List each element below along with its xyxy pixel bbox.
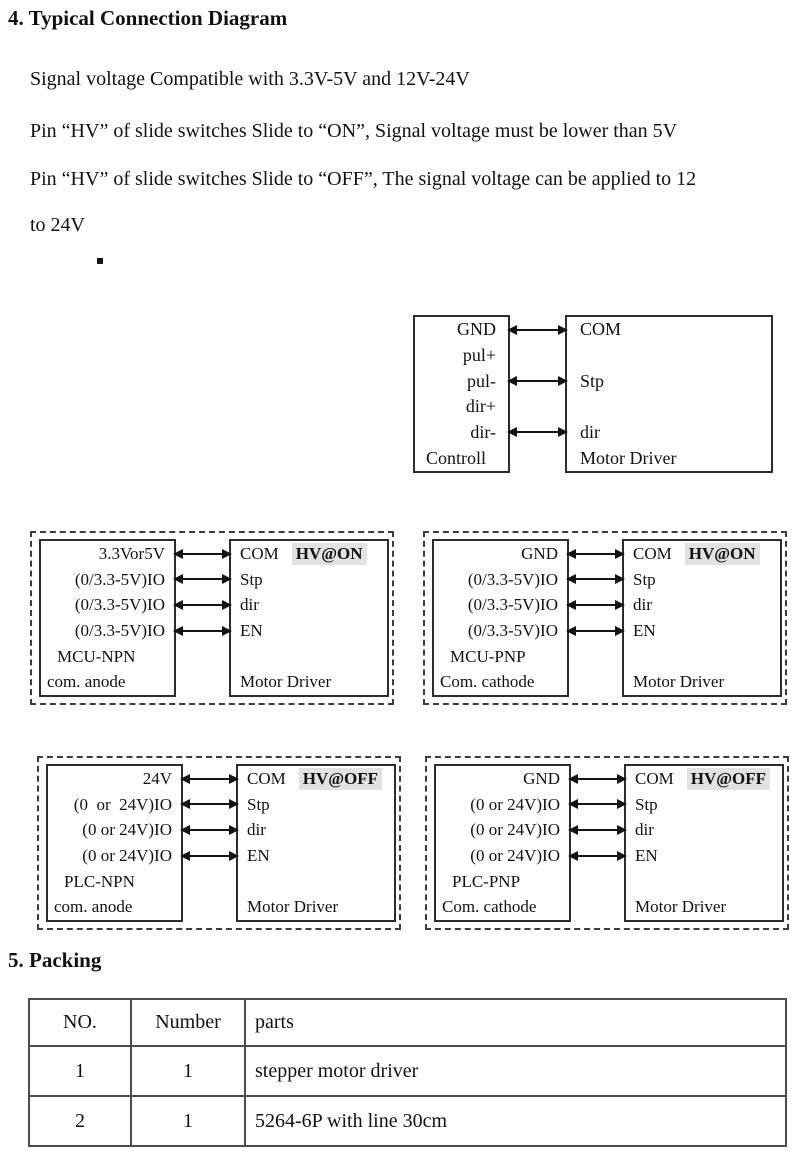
double-arrow-icon — [180, 824, 239, 836]
device-label: MCU-PNP — [450, 646, 526, 666]
hv-badge: HV@ON — [292, 543, 367, 565]
double-arrow-icon — [507, 426, 568, 438]
double-arrow-icon — [173, 599, 232, 611]
com-pin-label: COM — [635, 768, 674, 788]
pin-label: Stp — [635, 794, 658, 814]
table-cell: 2 — [29, 1096, 131, 1146]
pin-label: GND — [457, 319, 496, 340]
pin-label: dir — [635, 820, 654, 840]
motor-driver-label: Motor Driver — [635, 897, 727, 917]
pin-label: (0/3.3-5V)IO — [467, 569, 558, 589]
paragraph-line: Pin “HV” of slide switches Slide to “ON”, Signal voltage must be lower than 5V — [30, 120, 678, 142]
table-header-row — [29, 999, 786, 1046]
common-label: com. anode — [47, 672, 126, 692]
table-row — [29, 1046, 786, 1096]
pin-label: (0 or 24V)IO — [470, 820, 560, 840]
plc-box — [434, 764, 571, 922]
controller-driver-diagram — [413, 315, 773, 473]
pin-label: GND — [523, 768, 560, 788]
double-arrow-icon — [173, 573, 232, 585]
pin-label: (0/3.3-5V)IO — [467, 620, 558, 640]
pin-label: Stp — [580, 370, 605, 391]
double-arrow-icon — [507, 375, 568, 387]
pin-label: (0 or 24V)IO — [470, 845, 560, 865]
pin-label: dir — [580, 422, 600, 443]
paragraph-line: Pin “HV” of slide switches Slide to “OFF”, The signal voltage can be applied to 12 — [30, 168, 697, 190]
pin-label: dir — [633, 595, 652, 615]
pin-label: dir- — [470, 422, 496, 443]
double-arrow-icon — [173, 548, 232, 560]
pin-label: (0/3.3-5V)IO — [467, 595, 558, 615]
plc-box — [46, 764, 183, 922]
double-arrow-icon — [566, 573, 625, 585]
motor-driver-label: Motor Driver — [633, 672, 725, 692]
pin-label: dir — [240, 595, 259, 615]
com-pin-label: COM — [633, 543, 672, 563]
pin-label: Stp — [247, 794, 270, 814]
pin-label: GND — [521, 543, 558, 563]
com-pin-label: COM — [247, 768, 286, 788]
section-5-heading: 5. Packing — [8, 948, 102, 972]
table-cell: stepper motor driver — [245, 1046, 786, 1096]
pin-label: dir — [247, 820, 266, 840]
table-header-cell: NO. — [29, 999, 131, 1046]
pin-label: EN — [240, 620, 263, 640]
table-cell: 5264-6P with line 30cm — [245, 1096, 786, 1146]
double-arrow-icon — [566, 599, 625, 611]
pin-label: 3.3Vor5V — [98, 543, 165, 563]
pin-label — [231, 541, 387, 567]
mcu-pnp-diagram — [423, 531, 787, 705]
stray-dot — [97, 258, 103, 264]
pin-label: 24V — [142, 768, 172, 788]
double-arrow-icon — [173, 625, 232, 637]
pin-label: COM — [580, 319, 622, 340]
mcu-npn-diagram — [30, 531, 394, 705]
spacer-row — [624, 644, 780, 670]
device-label: PLC-PNP — [452, 871, 521, 891]
common-label: Com. cathode — [440, 672, 535, 692]
table-cell: 1 — [131, 1096, 245, 1146]
pin-label — [238, 766, 394, 792]
table-header-cell: Number — [131, 999, 245, 1046]
pin-label: (0 or 24V)IO — [73, 794, 172, 814]
mcu-box — [432, 539, 569, 697]
controller-box — [413, 315, 510, 473]
pin-label: pul- — [467, 370, 496, 391]
pin-label: pul+ — [462, 345, 496, 365]
spacer-row — [238, 869, 394, 895]
motor-driver-box — [229, 539, 389, 697]
spacer-row — [567, 394, 771, 420]
device-label: PLC-NPN — [64, 871, 135, 891]
double-arrow-icon — [180, 798, 239, 810]
plc-npn-diagram — [37, 756, 401, 930]
double-arrow-icon — [568, 798, 627, 810]
table-cell: 1 — [131, 1046, 245, 1096]
double-arrow-icon — [180, 850, 239, 862]
double-arrow-icon — [568, 824, 627, 836]
section-4-heading: 4. Typical Connection Diagram — [8, 6, 288, 30]
controller-label: Controll — [426, 447, 487, 468]
packing-table — [28, 998, 787, 1147]
pin-label — [626, 766, 782, 792]
pin-label: Stp — [633, 569, 656, 589]
spacer-row — [567, 343, 771, 369]
double-arrow-icon — [566, 548, 625, 560]
pin-label: (0 or 24V)IO — [82, 820, 172, 840]
table-cell: 1 — [29, 1046, 131, 1096]
spacer-row — [231, 644, 387, 670]
double-arrow-icon — [568, 850, 627, 862]
double-arrow-icon — [180, 773, 239, 785]
pin-label: EN — [633, 620, 656, 640]
double-arrow-icon — [566, 625, 625, 637]
device-label: MCU-NPN — [57, 646, 136, 666]
hv-badge: HV@OFF — [299, 768, 382, 790]
common-label: Com. cathode — [442, 897, 537, 917]
paragraph-line: to 24V — [30, 214, 85, 236]
motor-driver-label: Motor Driver — [240, 672, 332, 692]
motor-driver-box — [622, 539, 782, 697]
spacer-row — [626, 869, 782, 895]
pin-label: (0 or 24V)IO — [82, 845, 172, 865]
com-pin-label: COM — [240, 543, 279, 563]
hv-badge: HV@OFF — [687, 768, 770, 790]
pin-label: (0/3.3-5V)IO — [74, 569, 165, 589]
pin-label: (0/3.3-5V)IO — [74, 595, 165, 615]
double-arrow-icon — [507, 324, 568, 336]
paragraph-line: Signal voltage Compatible with 3.3V-5V and 12V-24V — [30, 68, 470, 90]
plc-pnp-diagram — [425, 756, 789, 930]
pin-label: (0 or 24V)IO — [470, 794, 560, 814]
hv-badge: HV@ON — [685, 543, 760, 565]
motor-driver-label: Motor Driver — [580, 447, 677, 468]
common-label: com. anode — [54, 897, 133, 917]
pin-label: EN — [635, 845, 658, 865]
motor-driver-box — [236, 764, 396, 922]
double-arrow-icon — [568, 773, 627, 785]
motor-driver-box — [624, 764, 784, 922]
table-header-cell: parts — [245, 999, 786, 1046]
pin-label: (0/3.3-5V)IO — [74, 620, 165, 640]
pin-label: Stp — [240, 569, 263, 589]
motor-driver-box — [565, 315, 773, 473]
pin-label: dir+ — [465, 396, 496, 417]
motor-driver-label: Motor Driver — [247, 897, 339, 917]
pin-label — [624, 541, 780, 567]
table-row — [29, 1096, 786, 1146]
mcu-box — [39, 539, 176, 697]
pin-label: EN — [247, 845, 270, 865]
